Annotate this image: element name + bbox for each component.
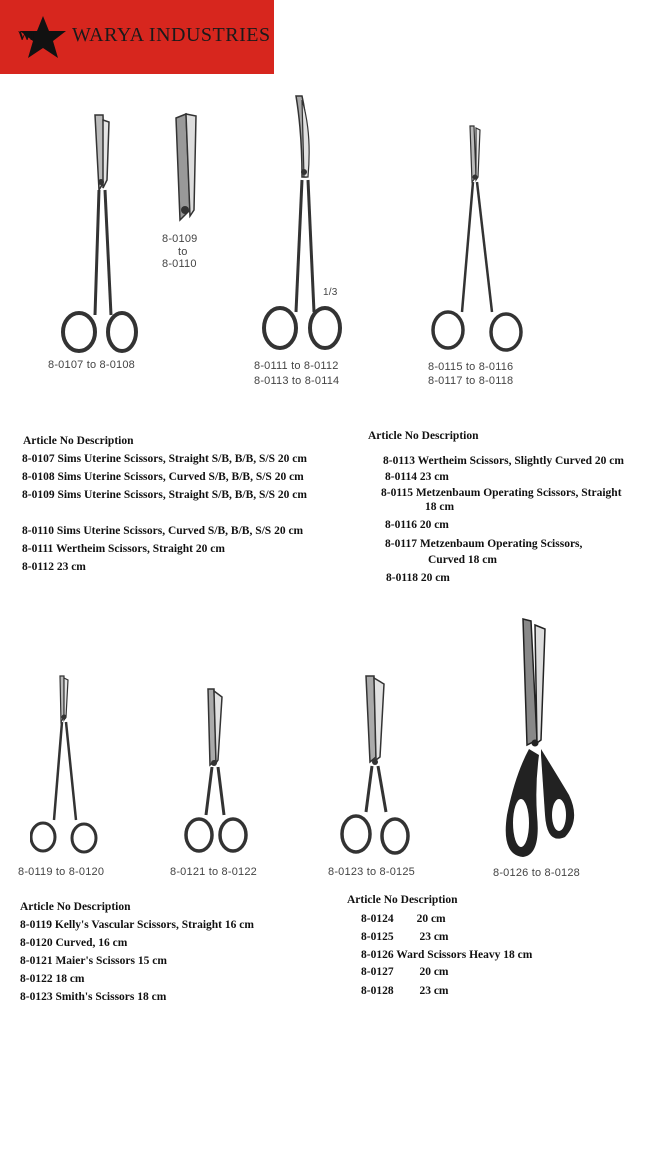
list-item: 18 cm (425, 501, 455, 513)
scissors-drawing-8-0123 (338, 672, 418, 864)
list-item: 8-0126 Ward Scissors Heavy 18 cm (361, 949, 533, 961)
list-item: 8-0118 20 cm (386, 572, 450, 584)
scissors-drawing-8-0107 (55, 110, 145, 360)
list-item: 8-0125 23 cm (361, 931, 449, 943)
list-item: 8-0114 23 cm (385, 471, 449, 483)
scissors-blade-detail-8-0109 (168, 110, 208, 230)
list-item: 8-0108 Sims Uterine Scissors, Curved S/B, B/B, S/S 20 cm (22, 471, 304, 483)
list-item: 8-0120 Curved, 16 cm (20, 937, 128, 949)
brand-banner (0, 0, 274, 74)
caption-8-0119: 8-0119 to 8-0120 (18, 866, 105, 878)
list-item: 8-0109 Sims Uterine Scissors, Straight S/B, B/B, S/S 20 cm (22, 489, 307, 501)
caption-8-0117: 8-0117 to 8-0118 (428, 375, 514, 387)
list-item: 8-0121 Maier's Scissors 15 cm (20, 955, 167, 967)
company-name: WARYA INDUSTRIES (72, 24, 271, 46)
list-header: Article No Description (347, 894, 458, 906)
list-header: Article No Description (23, 435, 134, 447)
list-item: 8-0110 Sims Uterine Scissors, Curved S/B, B/B, S/S 20 cm (22, 525, 304, 537)
scissors-drawing-8-0126 (497, 615, 587, 865)
list-item: 8-0111 Wertheim Scissors, Straight 20 cm (22, 543, 225, 555)
caption-8-0113: 8-0113 to 8-0114 (254, 375, 340, 387)
list-item: 8-0112 23 cm (22, 561, 86, 573)
caption-8-0109: 8-0109 (162, 233, 198, 245)
scale-label: 1/3 (323, 287, 338, 298)
list-item: 8-0117 Metzenbaum Operating Scissors, (385, 538, 583, 550)
list-item: 8-0128 23 cm (361, 985, 449, 997)
caption-8-0115: 8-0115 to 8-0116 (428, 361, 514, 373)
scissors-drawing-8-0111 (258, 92, 358, 357)
list-item: 8-0116 20 cm (385, 519, 449, 531)
list-item: 8-0122 18 cm (20, 973, 85, 985)
list-header: Article No Description (20, 901, 131, 913)
list-item: Curved 18 cm (428, 554, 497, 566)
caption-8-0110: 8-0110 (162, 258, 197, 270)
list-item: 8-0123 Smith's Scissors 18 cm (20, 991, 167, 1003)
scissors-drawing-8-0115 (428, 122, 528, 357)
caption-8-0123: 8-0123 to 8-0125 (328, 866, 415, 878)
scissors-drawing-8-0121 (182, 685, 252, 865)
list-item: 8-0107 Sims Uterine Scissors, Straight S/B, B/B, S/S 20 cm (22, 453, 307, 465)
list-item: 8-0127 20 cm (361, 966, 449, 978)
caption-8-0126: 8-0126 to 8-0128 (493, 867, 580, 879)
caption-8-0121: 8-0121 to 8-0122 (170, 866, 257, 878)
list-item: 8-0119 Kelly's Vascular Scissors, Straight 16 cm (20, 919, 254, 931)
list-item: 8-0115 Metzenbaum Operating Scissors, Straight (381, 487, 622, 499)
list-item: 8-0113 Wertheim Scissors, Slightly Curved 20 cm (383, 455, 624, 467)
scissors-drawing-8-0119 (30, 672, 100, 862)
caption-to: to (178, 246, 188, 258)
caption-8-0107: 8-0107 to 8-0108 (48, 359, 135, 371)
caption-8-0111: 8-0111 to 8-0112 (254, 360, 339, 372)
list-item: 8-0124 20 cm (361, 913, 446, 925)
list-header: Article No Description (368, 430, 479, 442)
logo-text: WI (18, 28, 35, 43)
